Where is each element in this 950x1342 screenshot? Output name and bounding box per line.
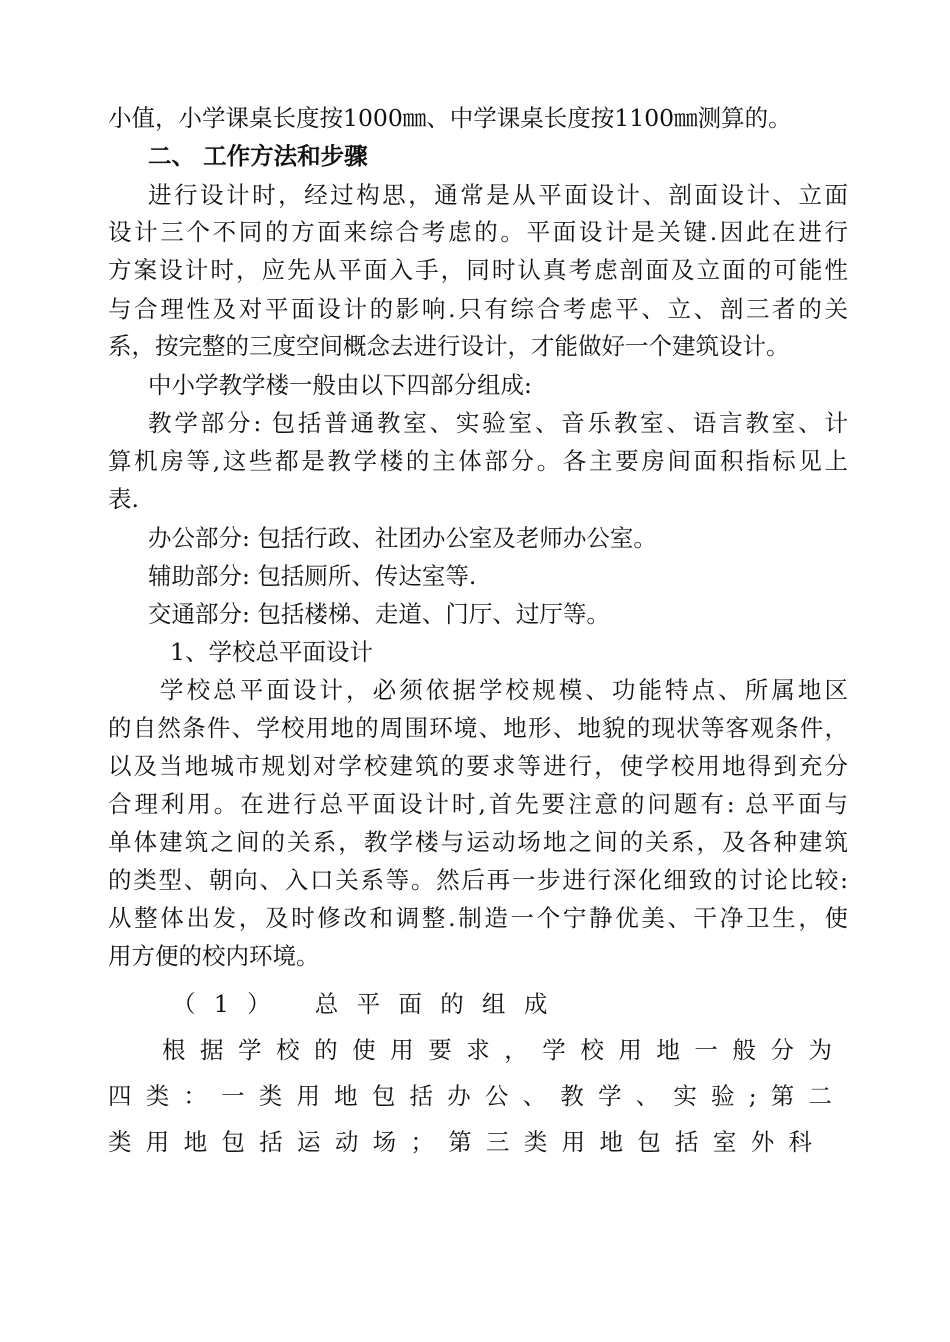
text-line-11: 表. bbox=[108, 485, 139, 513]
text-line-5: 方案设计时，应先从平面入手，同时认真考虑剖面及立面的可能性 bbox=[108, 256, 848, 284]
text-line-21: 的类型、朝向、入口关系等。然后再一步进行深化细致的讨论比较: bbox=[108, 866, 848, 894]
subsection-heading: 1、学校总平面设计 bbox=[170, 638, 373, 666]
text-line-26: 四类：一类用地包括办公、教学、实验;第二 bbox=[108, 1082, 832, 1110]
text-line-10: 算机房等,这些都是教学楼的主体部分。各主要房间面积指标见上 bbox=[108, 447, 848, 475]
text-line-13: 辅助部分: 包括厕所、传达室等. bbox=[148, 562, 477, 590]
text-line-7: 系，按完整的三度空间概念去进行设计，才能做好一个建筑设计。 bbox=[108, 332, 790, 360]
text-line-4: 设计三个不同的方面来综合考虑的。平面设计是关键.因此在进行 bbox=[108, 218, 848, 246]
text-line-14: 交通部分: 包括楼梯、走道、门厅、过厅等。 bbox=[148, 600, 610, 628]
text-line-22: 从整体出发，及时修改和调整.制造一个宁静优美、干净卫生，使 bbox=[108, 904, 848, 932]
text-line-20: 单体建筑之间的关系，教学楼与运动场地之间的关系，及各种建筑 bbox=[108, 828, 848, 856]
text-line-19: 合理利用。在进行总平面设计时,首先要注意的问题有: 总平面与 bbox=[108, 790, 848, 818]
section-heading: 二、 工作方法和步骤 bbox=[148, 142, 368, 170]
numbered-heading: （1） 总平面的组成 bbox=[172, 990, 566, 1018]
text-line-1: 小值，小学课桌长度按1000㎜、中学课桌长度按1100㎜测算的。 bbox=[108, 104, 792, 132]
text-line-23: 用方便的校内环境。 bbox=[108, 942, 320, 970]
text-line-18: 以及当地城市规划对学校建筑的要求等进行，使学校用地得到充分 bbox=[108, 752, 848, 780]
text-line-12: 办公部分: 包括行政、社团办公室及老师办公室。 bbox=[148, 524, 657, 552]
text-line-27: 类用地包括运动场；第三类用地包括室外科 bbox=[108, 1128, 812, 1156]
text-line-9: 教学部分: 包括普通教室、实验室、音乐教室、语言教室、计 bbox=[148, 409, 848, 437]
text-line-17: 的自然条件、学校用地的周围环境、地形、地貌的现状等客观条件， bbox=[108, 714, 848, 742]
text-line-8: 中小学教学楼一般由以下四部分组成: bbox=[148, 371, 532, 399]
text-line-3: 进行设计时，经过构思，通常是从平面设计、剖面设计、立面 bbox=[148, 181, 848, 209]
text-line-25: 根据学校的使用要求，学校用地一般分为 bbox=[162, 1036, 832, 1064]
text-line-16: 学校总平面设计，必须依据学校规模、功能特点、所属地区 bbox=[160, 676, 848, 704]
text-line-6: 与合理性及对平面设计的影响.只有综合考虑平、立、剖三者的关 bbox=[108, 295, 848, 323]
